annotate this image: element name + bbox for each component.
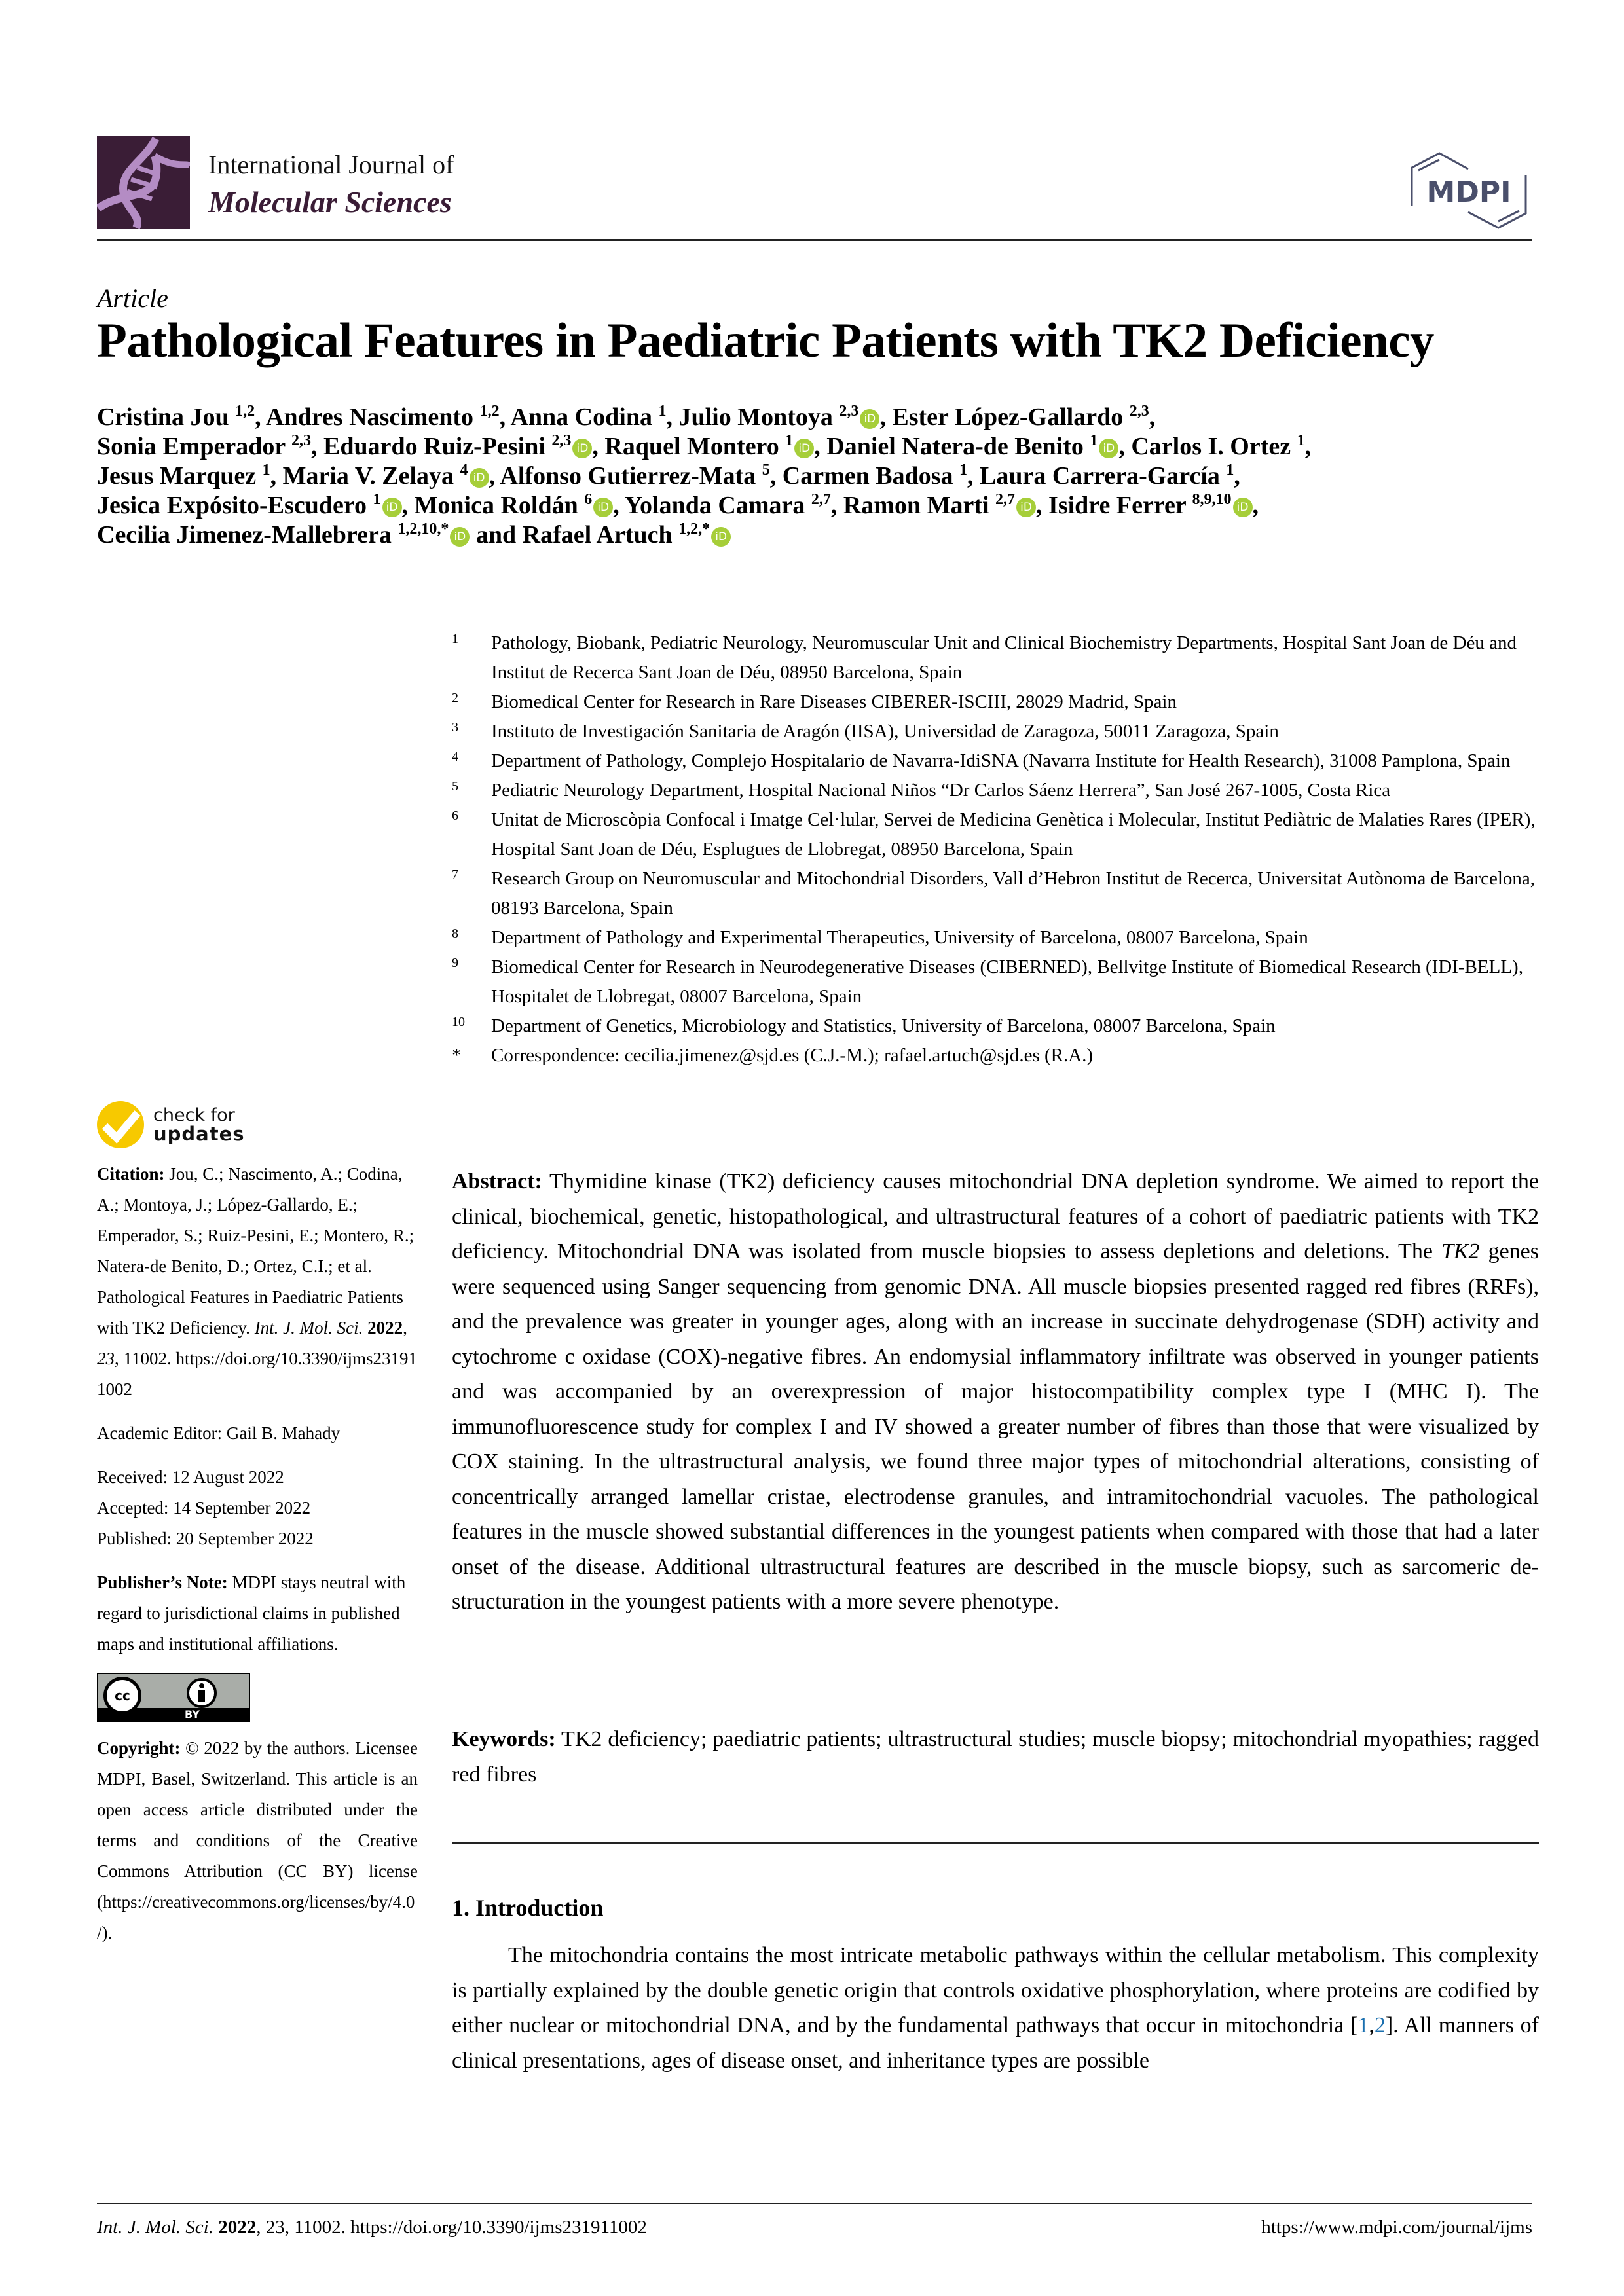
check-for-updates-button[interactable]: check for updates bbox=[97, 1100, 418, 1150]
author: Sonia Emperador $^{2,3}$ bbox=[97, 432, 312, 460]
author: Carlos I. Ortez $^1$ bbox=[1131, 432, 1305, 460]
checkmark-icon bbox=[97, 1101, 144, 1148]
copyright: Copyright: © 2022 by the authors. Licensee MDPI, Basel, Switzerland. This article is an open access article distributed under the terms and conditions of the Creative Commons Attribution (CC BY) license (https://creativecommons.org/licenses/by/4.0/). bbox=[97, 1738, 418, 1942]
orcid-icon[interactable]: iD bbox=[794, 439, 814, 458]
orcid-icon[interactable]: iD bbox=[572, 439, 592, 458]
author: Carmen Badosa $^1$ bbox=[782, 462, 967, 490]
footer-journal-link[interactable]: https://www.mdpi.com/journal/ijms bbox=[1261, 2217, 1532, 2238]
citation: Citation: Jou, C.; Nascimento, A.; Codina, A.; Montoya, J.; López-Gallardo, E.; Emperador, S.; Ruiz-Pesini, E.; Montero, R.; Natera-de Benito, D.; Ortez, C.I.; et al. Pathological Features in Paediatric Patients with TK2 Deficiency. Int. J. Mol. Sci. 2022, 23, 11002. https://doi.org/10.3390/ijms231911002 bbox=[97, 1164, 418, 1399]
author: Andres Nascimento $^{1,2}$ bbox=[266, 403, 500, 431]
author: Jesus Marquez $^1$ bbox=[97, 462, 270, 490]
author: Yolanda Camara $^{2,7}$ bbox=[624, 491, 831, 519]
affiliation-item: 4 Department of Pathology, Complejo Hospitalario de Navarra-IdiSNA (Navarra Institute for Health Research), 31008 Pamplona, Spain bbox=[452, 750, 1511, 771]
author: Laura Carrera-García $^1$ bbox=[980, 462, 1234, 490]
keywords: Keywords: TK2 deficiency; paediatric patients; ultrastructural studies; muscle biopsy; mitochondrial myopathies; ragged red fibres bbox=[452, 1727, 1540, 1787]
published-date: Published: 20 September 2022 bbox=[97, 1529, 314, 1548]
author: Ramon Marti $^{2,7}$ iD bbox=[843, 492, 1036, 519]
dna-helix-icon bbox=[97, 136, 190, 229]
publishers-note: Publisher’s Note: MDPI stays neutral with regard to jurisdictional claims in published maps and institutional affiliations. bbox=[97, 1573, 406, 1654]
introduction-paragraph: The mitochondria contains the most intricate metabolic pathways within the cellular metabolism. This complexity is partially explained by the double genetic origin that controls oxidative phosphorylation, where proteins are codified by either nuclear or mitochondrial DNA, and by the fundamental pathways that occur in mitochondria [1,2]. All manners of clinical presentations, ages of disease onset, and inheritance types are possible bbox=[452, 1943, 1539, 2073]
section-divider bbox=[452, 1842, 1539, 1844]
received-date: Received: 12 August 2022 bbox=[97, 1467, 284, 1487]
journal-name-line2: Molecular Sciences bbox=[208, 185, 452, 219]
affiliation-item: 3 Instituto de Investigación Sanitaria de Aragón (IISA), Universidad de Zaragoza, 50011 Zaragoza, Spain bbox=[452, 720, 1279, 742]
svg-text:MDPI: MDPI bbox=[1426, 175, 1511, 209]
author: Eduardo Ruiz-Pesini $^{2,3}$ iD bbox=[323, 433, 592, 460]
cc-by-license-badge[interactable]: cc BY bbox=[97, 1673, 250, 1722]
affiliation-list bbox=[452, 629, 1539, 1070]
journal-name-line1: International Journal of bbox=[208, 150, 454, 179]
orcid-icon[interactable]: iD bbox=[1099, 439, 1118, 458]
doi-link[interactable]: , 11002. https://doi.org/10.3390/ijms231911002 bbox=[97, 1349, 418, 1399]
attribution-person-icon bbox=[187, 1678, 217, 1708]
affiliation-item: 9 Biomedical Center for Research in Neurodegenerative Diseases (CIBERNED), Bellvitge Institute of Biomedical Research (IDI-BELL), Hospitalet de Llobregat, 08007 Barcelona, Spain bbox=[452, 956, 1523, 1007]
orcid-icon[interactable]: iD bbox=[382, 498, 402, 517]
affiliation-item: 10 Department of Genetics, Microbiology and Statistics, University of Barcelona, 08007 Barcelona, Spain bbox=[452, 1015, 1276, 1036]
author: Rafael Artuch $^{1,2,*}$ iD bbox=[523, 521, 731, 549]
author: Jesica Expósito-Escudero $^1$ iD bbox=[97, 492, 402, 519]
author: Raquel Montero $^1$ iD bbox=[604, 433, 814, 460]
orcid-icon[interactable]: iD bbox=[711, 527, 731, 547]
dates bbox=[97, 1462, 418, 1554]
affiliation-item: 8 Department of Pathology and Experimental Therapeutics, University of Barcelona, 08007 Barcelona, Spain bbox=[452, 926, 1308, 948]
footer-citation: Int. J. Mol. Sci. 2022, 23, 11002. https://doi.org/10.3390/ijms231911002 bbox=[97, 2217, 647, 2238]
affiliation-item: 2 Biomedical Center for Research in Rare Diseases CIBERER-ISCIII, 28029 Madrid, Spain bbox=[452, 691, 1177, 712]
orcid-icon[interactable]: iD bbox=[593, 498, 613, 517]
header-divider bbox=[97, 239, 1532, 241]
orcid-icon[interactable]: iD bbox=[470, 468, 489, 488]
citation-link[interactable]: 1 bbox=[1357, 2013, 1369, 2037]
author: Cristina Jou $^{1,2}$ bbox=[97, 403, 255, 431]
author: Isidre Ferrer $^{8,9,10}$ iD bbox=[1048, 492, 1252, 519]
author-list: Cristina Jou $^{1,2}$, Andres Nascimento $^{1,2}$, Anna Codina $^1$, Julio Montoya $^{2,3}$ iD , Ester López-Gallardo $^{2,3}$, Sonia Emperador $^{2,3}$, Eduardo Ruiz-Pesini $^{2,3}$ iD , Raquel Montero $^1$ iD , Daniel Natera-de Benito $^1$ iD , Carlos I. Ortez $^1$, Jesus Marquez $^1$, Maria V. Zelaya $^4$ iD , Alfonso Gutierrez-Mata $^5$, Carmen Badosa $^1$, Laura Carrera-García $^1$, Jesica Expósito-Escudero $^1$ iD , Monica Roldán $^6$ iD , Yolanda Camara $^{2,7}$, Ramon Marti $^{2,7}$ iD , Isidre Ferrer $^{8,9,10}$ iD , Cecilia Jimenez-Mallebrera $^{1,2,10,*}$ iD and Rafael Artuch $^{1,2,*}$ iD bbox=[97, 403, 1312, 549]
correspondence: * Correspondence: cecilia.jimenez@sjd.es (C.J.-M.); rafael.artuch@sjd.es (R.A.) bbox=[452, 1045, 1094, 1066]
orcid-icon[interactable]: iD bbox=[1233, 498, 1253, 517]
abstract: Abstract: Thymidine kinase (TK2) deficiency causes mitochondrial DNA depletion syndrome. We aimed to report the clinical, biochemical, genetic, histopathological, and ultrastructural features of a cohort of paediatric patients with TK2 deficiency. Mitochondrial DNA was isolated from muscle biopsies to assess depletions and deletions. The TK2 genes were sequenced using Sanger sequencing from genomic DNA. All muscle biopsies presented ragged red fibres (RRFs), and the prevalence was greater in younger ages, along with an increase in succinate dehydrogenase (SDH) activity and cytochrome c oxidase (COX)-negative fibres. An endomysial inflammatory infiltrate was observed in younger patients and was accompanied by an overexpression of major histocompatibility complex type I (MHC I). The immunofluorescence study for complex I and IV showed a greater number of fibres than those that were visualized by COX staining. In the ultrastructural analysis, we found three major types of mitochondrial alterations, consisting of concentrically arranged lamellar cristae, electrodense granules, and intramitochondrial vacuoles. The pathological features in the muscle showed substantial differences in the youngest patients when compared with those that had a later onset of the disease. Additional ultrastructural features are described in the muscle biopsy, such as sarcomeric de-structuration in the youngest patients with a more severe phenotype. bbox=[452, 1169, 1540, 1614]
author: Ester López-Gallardo $^{2,3}$ bbox=[892, 403, 1149, 431]
orcid-icon[interactable]: iD bbox=[450, 527, 470, 547]
footer-divider bbox=[97, 2203, 1532, 2204]
orcid-icon[interactable]: iD bbox=[860, 409, 879, 429]
affiliation-item: 5 Pediatric Neurology Department, Hospital Nacional Niños “Dr Carlos Sáenz Herrera”, San José 267-1005, Costa Rica bbox=[452, 779, 1391, 801]
creative-commons-icon: cc bbox=[103, 1677, 141, 1715]
footer-doi-link[interactable]: , 23, 11002. https://doi.org/10.3390/ijms231911002 bbox=[256, 2217, 647, 2238]
orcid-icon[interactable]: iD bbox=[1016, 498, 1036, 517]
affiliation-item: 6 Unitat de Microscòpia Confocal i Imatge Cel·lular, Servei de Medicina Genètica i Molecular, Institut Pediàtric de Malaties Rares (IPER), Hospital Sant Joan de Déu, Esplugues de Llobregat, 08950 Barcelona, Spain bbox=[452, 809, 1536, 860]
journal-logo bbox=[97, 136, 190, 229]
author: Monica Roldán $^6$ iD bbox=[415, 492, 614, 519]
affiliation-item: 7 Research Group on Neuromuscular and Mitochondrial Disorders, Vall d’Hebron Institut de Recerca, Universitat Autònoma de Barcelona, 08193 Barcelona, Spain bbox=[452, 867, 1536, 919]
accepted-date: Accepted: 14 September 2022 bbox=[97, 1498, 311, 1518]
academic-editor: Academic Editor: Gail B. Mahady bbox=[97, 1423, 341, 1443]
section-heading-introduction: 1. Introduction bbox=[452, 1895, 604, 1921]
sidebar bbox=[97, 1100, 418, 1961]
mdpi-hexagon-icon bbox=[1408, 151, 1532, 229]
author: Julio Montoya $^{2,3}$ iD bbox=[678, 403, 879, 431]
author: Alfonso Gutierrez-Mata $^5$ bbox=[500, 462, 770, 490]
author: Maria V. Zelaya $^4$ iD bbox=[283, 462, 489, 490]
article-type: Article bbox=[97, 283, 168, 313]
article-title: Pathological Features in Paediatric Patients with TK2 Deficiency bbox=[97, 314, 1434, 368]
author: Daniel Natera-de Benito $^1$ iD bbox=[826, 433, 1118, 460]
citation-link[interactable]: 2 bbox=[1374, 2013, 1386, 2037]
author: Anna Codina $^1$ bbox=[510, 403, 667, 431]
author: Cecilia Jimenez-Mallebrera $^{1,2,10,*}$ iD bbox=[97, 521, 470, 549]
mdpi-logo[interactable] bbox=[1408, 151, 1532, 229]
affiliation-item: 1 Pathology, Biobank, Pediatric Neurology, Neuromuscular Unit and Clinical Biochemistry Departments, Hospital Sant Joan de Déu and Institut de Recerca Sant Joan de Déu, 08950 Barcelona, Spain bbox=[452, 632, 1517, 683]
